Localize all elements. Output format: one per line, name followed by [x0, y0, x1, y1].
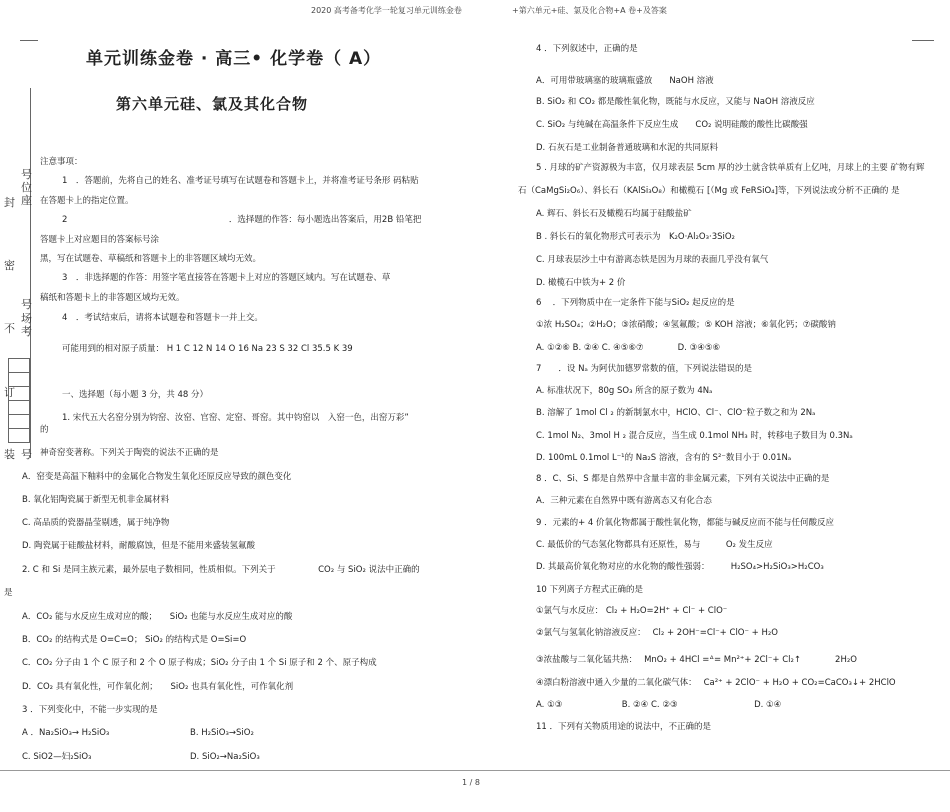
footer-divider	[0, 770, 950, 771]
q1-stem: 神奇窑变著称。下列关于陶瓷的说法不正确的是	[40, 448, 219, 458]
q1-option: A．窑变是高温下釉料中的金属化合物发生氧化还原反应导致的颜色变化	[22, 472, 292, 482]
q3-option: B. H₂SiO₃→SiO₂	[190, 728, 254, 738]
q5-option: C. 月球表层沙土中有游离态铁是因为月球的表面几乎没有氧气	[536, 255, 769, 265]
q7-option: A. 标准状况下，80g SO₃ 所含的原子数为 4Nₐ	[536, 386, 713, 396]
unit-title: 第六单元硅、氯及其化合物	[116, 95, 309, 113]
q5-stem: 5 . 月球的矿产资源极为丰富，仅月球表层 5cm 厚的沙土就含铁单质有上亿吨，月球上的主要 矿物有辉	[536, 163, 925, 173]
q3-option: A ．Na₂SiO₃→ H₂SiO₃	[22, 728, 110, 738]
q10-stem: 10 下列离子方程式正确的是	[536, 585, 644, 595]
q1-option: D. 陶瓷属于硅酸盐材料，耐酸腐蚀，但是不能用来盛装氢氟酸	[22, 541, 255, 551]
q2-option: C．CO₂ 分子由 1 个 C 原子和 2 个 O 原子构成；SiO₂ 分子由 1 个 Si 原子和 2 个、原子构成	[22, 658, 377, 668]
q10-item: ③浓盐酸与二氧化锰共热： MnO₂ + 4HCl =ᐞ= Mn²⁺+ 2Cl⁻+ Cl₂↑ 2H₂O	[536, 655, 857, 665]
q11-stem: 11 ．下列有关物质用途的说法中，不正确的是	[536, 722, 712, 732]
q1-option: C. 高品质的瓷器晶莹剔透，属于纯净物	[22, 518, 170, 528]
q2-option: A．CO₂ 能与水反应生成对应的酸； SiO₂ 也能与水反应生成对应的酸	[22, 612, 293, 622]
note-line: 答题卡上对应题目的答案标号涂	[40, 235, 160, 245]
side-char: 座	[21, 194, 32, 207]
q2-option: B．CO₂ 的结构式是 O=C=O； SiO₂ 的结构式是 O=Si=O	[22, 635, 247, 645]
side-char: 考	[21, 325, 32, 338]
side-char: 封	[4, 196, 15, 209]
notes-label: 注意事项：	[40, 157, 83, 167]
section-heading: 一、选择题（每小题 3 分，共 48 分）	[62, 390, 209, 400]
q4-stem: 4 ．下列叙述中，正确的是	[536, 44, 638, 54]
note-line: 3 ．非选择题的作答：用签字笔直接答在答题卡上对应的答题区域内。写在试题卷、草	[62, 273, 391, 283]
q3-option: D. SiO₂→Na₂SiO₃	[190, 752, 260, 762]
q4-option: B. SiO₂ 和 CO₂ 都是酸性氧化物，既能与水反应，又能与 NaOH 溶液反应	[536, 97, 815, 107]
note-line: 1 ．答题前，先将自己的姓名、准考证号填写在试题卷和答题卡上，并将准考证号条形 码粘贴	[62, 176, 419, 186]
q7-option: B. 溶解了 1mol Cl ₂ 的新制氯水中，HClO、Cl⁻、ClO⁻粒子数之和为 2Nₐ	[536, 408, 816, 418]
q7-option: D. 100mL 0.1mol L⁻¹的 Na₂S 溶液，含有的 S²⁻数目小于 0.01Nₐ	[536, 453, 792, 463]
side-char: 号	[21, 168, 32, 181]
page-title: 单元训练金卷 · 高三• 化学卷（ A）	[86, 49, 382, 69]
header-left: 2020 高考备考化学一轮复习单元训练金卷	[311, 6, 462, 15]
q7-option: C. 1mol N₂、3mol H ₂ 混合反应，当生成 0.1mol NH₃ 时，转移电子数目为 0.3Nₐ	[536, 431, 853, 441]
binding-line	[30, 88, 31, 458]
side-char: 订	[4, 386, 15, 399]
q5-option: A. 辉石、斜长石及橄榄石均属于硅酸盐矿	[536, 209, 692, 219]
side-char: 场	[21, 312, 32, 325]
note-line: 在答题卡上的指定位置。	[40, 196, 134, 206]
side-char: 号	[21, 298, 32, 311]
side-char: 装	[4, 448, 15, 461]
q8-stem: 8 ．C、Si、S 都是自然界中含量丰富的非金属元素，下列有关说法中正确的是	[536, 474, 830, 484]
q2-stem: 2. C 和 Si 是同主族元素，最外层电子数相同，性质相似。下列关于 CO₂ 与 SiO₂ 说法中正确的	[22, 565, 420, 575]
q8-option: 9 ．元素的+ 4 价氧化物都属于酸性氧化物，都能与碱反应而不能与任何酸反应	[536, 518, 835, 528]
q6-items: ①浓 H₂SO₄；②H₂O；③浓硝酸；④氢氟酸；⑤ KOH 溶液；⑥氧化钙；⑦碳酸钠	[536, 320, 836, 330]
note-line: 4 ．考试结束后，请将本试题卷和答题卡一并上交。	[62, 313, 263, 323]
note-line: 2 ．选择题的作答：每小题选出答案后，用2B 铅笔把	[62, 215, 422, 225]
q10-item: ④漂白粉溶液中通入少量的二氧化碳气体： Ca²⁺ + 2ClO⁻ + H₂O + CO₂=CaCO₃↓+ 2HClO	[536, 678, 896, 688]
q8-option: D. 其最高价氧化物对应的水化物的酸性强弱： H₂SO₄>H₂SiO₃>H₂CO₃	[536, 562, 824, 572]
header-right: +第六单元+硅、氯及化合物+A 卷+及答案	[512, 6, 667, 15]
note-line: 稿纸和答题卡上的非答题区域均无效。	[40, 293, 185, 303]
q1-option: B. 氧化铝陶瓷属于新型无机非金属材料	[22, 495, 170, 505]
atomic-mass-line: 可能用到的相对原子质量： H 1 C 12 N 14 O 16 Na 23 S 32 Cl 35.5 K 39	[62, 344, 353, 354]
q7-stem: 7 ．设 Nₐ 为阿伏加德罗常数的值，下列说法错误的是	[536, 364, 753, 374]
exam-number-boxes	[8, 358, 30, 443]
side-char: 密	[4, 259, 15, 272]
q4-option: D. 石灰石是工业制备普通玻璃和水泥的共同原料	[536, 143, 718, 153]
side-char: 不	[4, 322, 15, 335]
q4-option: C. SiO₂ 与纯碱在高温条件下反应生成 CO₂ 说明硅酸的酸性比碳酸强	[536, 120, 808, 130]
q2-option: D．CO₂ 具有氧化性，可作氧化剂； SiO₂ 也具有氧化性，可作氧化剂	[22, 682, 294, 692]
q10-item: ①氯气与水反应： Cl₂ + H₂O=2H⁺ + Cl⁻ + ClO⁻	[536, 606, 728, 616]
q5-stem: 石（CaMgSi₂O₆）、斜长石（KAlSi₃O₈）和橄榄石 [（Mg 或 FeRSiO₄]等，下列说法或分析不正确的 是	[518, 186, 900, 196]
q5-option: B . 斜长石的氧化物形式可表示为 K₂O·Al₂O₃·3SiO₂	[536, 232, 735, 242]
q3-option: C. SiO2—妇₂SiO₃	[22, 752, 92, 762]
q6-stem: 6 ．下列物质中在一定条件下能与SiO₂ 起反应的是	[536, 298, 735, 308]
q1-stem: 1. 宋代五大名窑分别为钧窑、汝窑、官窑、定窑、哥窑。其中钧窑以 入窑一色，出窑万彩”	[62, 413, 409, 423]
side-char: 号	[21, 448, 32, 461]
q10-item: ②氯气与氢氧化钠溶液反应： Cl₂ + 2OH⁻=Cl⁻+ ClO⁻ + H₂O	[536, 628, 778, 638]
q8-option: C. 最低价的气态氢化物都具有还原性，易与 O₂ 发生反应	[536, 540, 773, 550]
corner-tick-right	[912, 40, 934, 41]
q4-option: A．可用带玻璃塞的玻璃瓶盛放 NaOH 溶液	[536, 76, 714, 86]
corner-tick-left	[20, 40, 38, 41]
q6-options: A. ①②⑥ B. ②④ C. ④⑤⑥⑦ D. ③④⑤⑥	[536, 343, 721, 353]
q5-option: D. 橄榄石中铁为+ 2 价	[536, 278, 626, 288]
side-char: 位	[21, 181, 32, 194]
q1-stem: 的	[40, 425, 49, 435]
q3-stem: 3 ．下列变化中，不能一步实现的是	[22, 705, 158, 715]
page-number: 1 / 8	[462, 778, 480, 787]
note-line: 黑，写在试题卷、草稿纸和答题卡上的非答题区域均无效。	[40, 254, 262, 264]
q2-stem: 是	[4, 588, 13, 598]
q8-option: A．三种元素在自然界中既有游离态又有化合态	[536, 496, 712, 506]
q10-options: A. ①③ B. ②④ C. ②③ D. ①④	[536, 700, 782, 710]
